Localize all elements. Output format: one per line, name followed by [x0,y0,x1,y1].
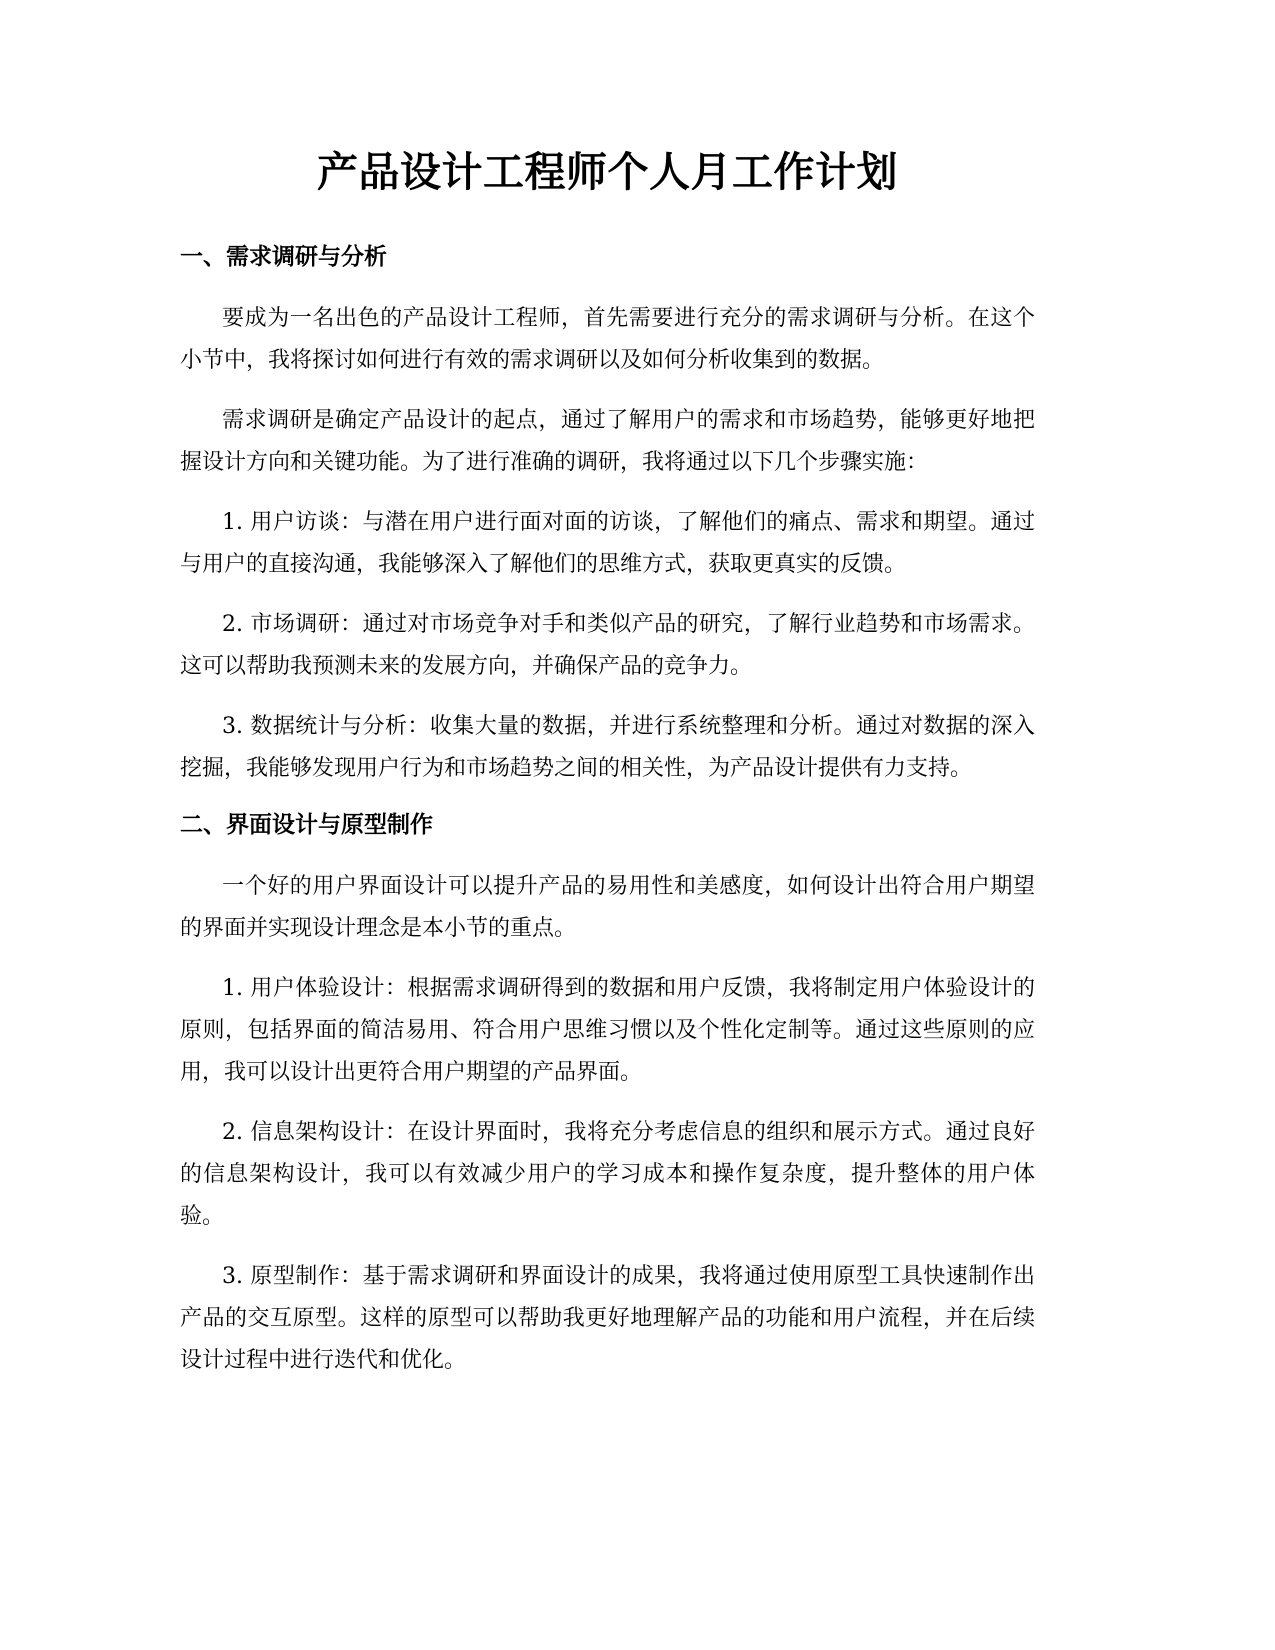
section-heading: 二、界面设计与原型制作 [180,812,433,838]
paragraph: 需求调研是确定产品设计的起点，通过了解用户的需求和市场趋势，能够更好地把握设计方向和关键功能。为了进行准确的调研，我将通过以下几个步骤实施： [180,408,1035,475]
paragraph: 要成为一名出色的产品设计工程师，首先需要进行充分的需求调研与分析。在这个小节中，我将探讨如何进行有效的需求调研以及如何分析收集到的数据。 [180,306,1035,373]
list-item: 1. 用户访谈：与潜在用户进行面对面的访谈，了解他们的痛点、需求和期望。通过与用户的直接沟通，我能够深入了解他们的思维方式，获取更真实的反馈。 [180,510,1035,577]
list-item: 1. 用户体验设计：根据需求调研得到的数据和用户反馈，我将制定用户体验设计的原则，包括界面的简洁易用、符合用户思维习惯以及个性化定制等。通过这些原则的应用，我可以设计出更符合用户期望的产品界面。 [180,976,1035,1085]
section-requirements-research [180,240,1035,790]
paragraph: 一个好的用户界面设计可以提升产品的易用性和美感度，如何设计出符合用户期望的界面并实现设计理念是本小节的重点。 [180,874,1035,941]
section-interface-design [180,808,1035,1382]
list-item: 2. 市场调研：通过对市场竞争对手和类似产品的研究，了解行业趋势和市场需求。这可以帮助我预测未来的发展方向，并确保产品的竞争力。 [180,612,1035,679]
document-title: 产品设计工程师个人月工作计划 [317,148,898,196]
section-heading: 一、需求调研与分析 [180,244,387,270]
list-item: 2. 信息架构设计：在设计界面时，我将充分考虑信息的组织和展示方式。通过良好的信息架构设计，我可以有效减少用户的学习成本和操作复杂度，提升整体的用户体验。 [180,1120,1035,1229]
list-item: 3. 原型制作：基于需求调研和界面设计的成果，我将通过使用原型工具快速制作出产品的交互原型。这样的原型可以帮助我更好地理解产品的功能和用户流程，并在后续设计过程中进行迭代和优化。 [180,1264,1035,1373]
list-item: 3. 数据统计与分析：收集大量的数据，并进行系统整理和分析。通过对数据的深入挖掘，我能够发现用户行为和市场趋势之间的相关性，为产品设计提供有力支持。 [180,714,1035,781]
document-page [180,140,1035,1400]
